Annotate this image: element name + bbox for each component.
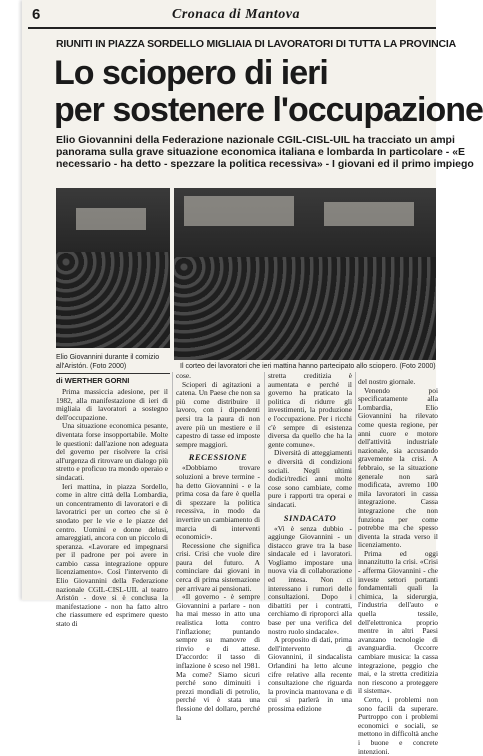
column-divider <box>355 372 356 600</box>
section-title: Cronaca di Mantova <box>172 7 301 22</box>
subhead-recessione: RECESSIONE <box>188 452 248 463</box>
paragraph: Prima ed oggi innanzitutto la crisi. «Crisi - afferma Giovannini - che investe settori portanti fondamentali quali la chimica, la siderurgia, l'industria dell'auto e quella tessile, dell'elettronica proprio mentre in altri Paesi avanzano tecnologie di avanguardia. Occorre cambiare musica: la cassa integrazione, peggio che mai, e la stretta creditizia non riescono a proteggere il sistema». <box>358 548 438 696</box>
march-photo <box>174 188 436 360</box>
newspaper-page <box>22 0 483 756</box>
paragraph: Certo, i problemi non sono facili da superare. Purtroppo con i problemi economici e sociali, se mettono in difficoltà anche i buone e concrete intenzioni. <box>358 694 438 756</box>
subhead-sindacato: SINDACATO <box>283 512 337 523</box>
column-4 <box>358 377 438 756</box>
paragraph: Recessione che significa crisi. Crisi che vuole dire paura del futuro. A cominciare dai giovani in cerca di prima sistemazione per arrivare ai pensionati. <box>176 540 260 593</box>
paragraph: del nostro giornale. <box>358 377 416 386</box>
paragraph: stretta creditizia è aumentata e perché il governo ha praticato la politica di ridurre gli investimenti, la produzione e l'occupazione. Per i ricchi c'è sempre di esistenza diversa da quello che ha la gente comune». <box>268 371 352 449</box>
column-3 <box>268 371 352 713</box>
paragraph: «Dobbiamo trovare soluzioni a breve termine - ha detto Giovannini - e la prima cosa da fare è quella di spezzare la politica recessiva, in modo da invertire un cambiamento di marcia di interventi economici». <box>176 463 260 542</box>
paragraph: Scioperi di agitazioni a catena. Un Paese che non sa più come distribuire il lavoro, con i dipendenti persi tra la paura di non avere più un mestiere e il capestro di tasse ed imposte sempre maggiori. <box>176 379 260 449</box>
column-divider <box>264 372 265 600</box>
photo2-caption: Il corteo dei lavoratori che ieri mattina hanno partecipato allo sciopero. (Foto 2000) <box>180 363 436 370</box>
paragraph: cose. <box>176 371 191 380</box>
paragraph: Prima massiccia adesione, per il 1982, alla manifestazione di ieri di migliaia di lavoratori a sostegno dell'occupazione. <box>56 387 168 422</box>
paragraph: Venendo poi specificatamente alla Lombardia, Elio Giovannini ha rilevato come questa regione, per anni cuore e motore dell'attività industriale nazionale, sia accusando gravemente la crisi. A febbraio, se la situazione generale non sarà modificata, avremo 100 mila lavoratori in cassa integrazione. Cassa integrazione che non funziona per come potrebbe ma che spesso diventa la strada verso il licenziamento. <box>358 385 438 550</box>
speaker-photo <box>56 188 170 348</box>
column-divider <box>172 372 173 600</box>
photo1-caption: Elio Giovannini durante il comizio all'Aristón. (Foto 2000) <box>56 354 160 370</box>
paragraph: «Il governo - è sempre Giovannini a parlare - non ha mai messo in atto una realistica lotta contro l'inflazione; puntando sempre su manovre di rinvio e di attese. D'accordo: il tasso di inflazione è sceso nel 1981. Ma come? Siamo sicuri perché sono diminuiti i prezzi mondiali di petrolio, perché vi è stata una flessione del dollaro, perché la <box>176 592 260 722</box>
paragraph: Una situazione economica pesante, diventata forse insopportabile. Molte le questioni: dall'azione non adeguata del governo per risolvere la crisi all'urgenza di ritrovare un dialogo più stretto e proficuo tra mondo operaio e sindacati. <box>56 421 168 482</box>
byline: di WERTHER GORNI <box>56 373 170 385</box>
article-deck <box>56 134 474 170</box>
article-kicker: RIUNITI IN PIAZZA SORDELLO MIGLIAIA DI LAVORATORI DI TUTTA LA PROVINCIA <box>56 38 456 50</box>
photo-crowd <box>56 252 170 348</box>
headline-line-2: per sostenere l'occupazione <box>54 91 483 129</box>
photo-banner <box>184 196 294 226</box>
paragraph: «Vi è senza dubbio - aggiunge Giovannini - un distacco grave tra la base sindacale ed i lavoratori. Vogliamo impostare una nuova via di collaborazione ed intesa. Non ci interessano i rumori delle consultazioni. Dopo i dibattiti per i contratti, cerchiamo di riproporci alla base per una verifica del nostro ruolo sindacale». <box>268 523 352 636</box>
deck-line: necessario - ha detto - spezzare la politica recessiva» - I giovani ed il primo impiego <box>56 158 474 170</box>
paragraph: Diversità di atteggiamenti e diversità di condizioni sociali. Negli ultimi dodici/tredici anni molte cose sono cambiate, come pure i rapporti tra operai e sindacati. <box>268 448 352 509</box>
header-rule <box>28 27 436 29</box>
column-2 <box>176 371 260 722</box>
paragraph: A proposito di dati, prima dell'intervento di Giovannini, il sindacalista Orlandini ha letto alcune cifre relative alla recente consultazione che riguarda la provincia mantovana e di cui si parlerà in una prossima edizione <box>268 635 352 713</box>
photo-banner <box>324 202 414 226</box>
page-number: 6 <box>32 6 41 23</box>
deck-line: panorama sulla grave situazione economica italiana e lombarda In particolare - «E <box>56 146 466 158</box>
headline-line-1: Lo sciopero di ieri <box>54 54 328 92</box>
column-1 <box>56 387 168 629</box>
photo-banner <box>76 208 146 230</box>
photo-crowd <box>174 257 436 360</box>
deck-line: Elio Giovannini della Federazione nazionale CGIL-CISL-UIL ha tracciato un ampi <box>56 134 455 146</box>
paragraph: Ieri mattina, in piazza Sordello, come in altre città della Lombardia, un concentramento di lavoratori e di lavoratrici per un corteo che si è snodato per le vie e le piazze del centro. Uomini e donne delusi, amareggiati, ancora con un piccolo di speranza. «Lavorare ed impegnarsi per il padrone per poi avere in cambio cassa integrazione oppure licenziamento». Così l'intervento di Elio Giovannini della Federazione nazionale CGIL-CISL-UIL al teatro Aristón - dove si è conclusa la manifestazione - non ha fatto altro che riassumere ed esprimere questo stato di <box>56 481 168 629</box>
